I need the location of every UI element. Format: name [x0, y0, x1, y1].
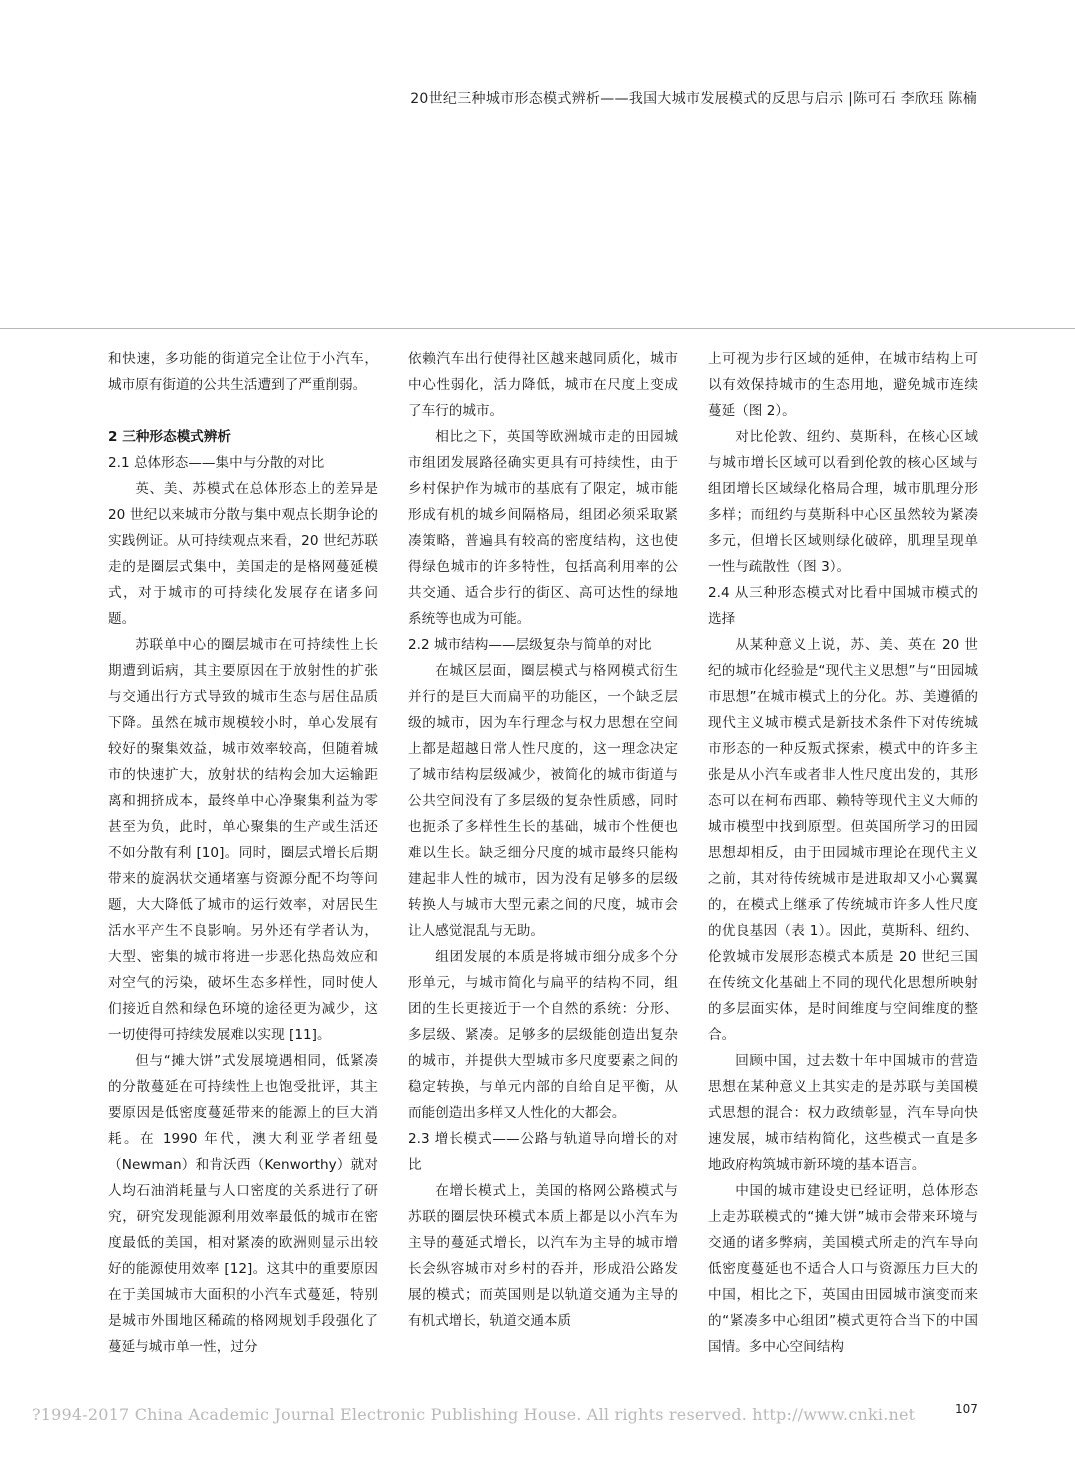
body-paragraph: 从某种意义上说，苏、美、英在 20 世纪的城市化经验是“现代主义思想”与“田园城市思想”在城市模式上的分化。苏、美遵循的现代主义城市模式是新技术条件下对传统城市形态的一种反叛式探索，模式中的许多主张是从小汽车或者非人性尺度出发的，其形态可以在柯布西耶、赖特等现代主义大师的城市模型中找到原型。但英国所学习的田园思想却相反，由于田园城市理论在现代主义之前，其对待传统城市是进取却又小心翼翼的，在模式上继承了传统城市许多人性尺度的优良基因（表 1）。因此，莫斯科、纽约、伦敦城市发展形态模式本质是 20 世纪三国在传统文化基础上不同的现代化思想所映射的多层面实体，是时间维度与空间维度的整合。 [708, 637, 978, 1043]
subsection-heading: 2.4 从三种形态模式对比看中国城市模式的选择 [708, 585, 978, 627]
text-column-1 [108, 346, 378, 1360]
body-paragraph: 中国的城市建设史已经证明，总体形态上走苏联模式的“摊大饼”城市会带来环境与交通的诸多弊病，美国模式所走的汽车导向低密度蔓延也不适合人口与资源压力巨大的中国，相比之下，英国由田园城市演变而来的“紧凑多中心组团”模式更符合当下的中国国情。多中心空间结构 [708, 1183, 978, 1355]
section-heading: 2 三种形态模式辨析 [108, 429, 231, 445]
running-header: 20世纪三种城市形态模式辨析——我国大城市发展模式的反思与启示 |陈可石 李欣珏 陈楠 [410, 91, 977, 107]
body-paragraph: 和快速，多功能的街道完全让位于小汽车，城市原有街道的公共生活遭到了严重削弱。 [108, 351, 378, 393]
copyright-watermark: ?1994-2017 China Academic Journal Electronic Publishing House. All rights reserved. http://www.cnki.net [32, 1405, 916, 1424]
text-column-2 [408, 346, 678, 1334]
body-paragraph: 但与“摊大饼”式发展境遇相同，低紧凑的分散蔓延在可持续性上也饱受批评，其主要原因是低密度蔓延带来的能源上的巨大消耗。在 1990 年代，澳大利亚学者纽曼（Newman）和肯沃西（Kenworthy）就对人均石油消耗量与人口密度的关系进行了研究，研究发现能源利用效率最低的城市在密度最低的美国，相对紧凑的欧洲则显示出较好的能源使用效率 [12]。这其中的重要原因在于美国城市大面积的小汽车式蔓延，特别是城市外围地区稀疏的格网规划手段强化了蔓延与城市单一性，过分 [108, 1053, 378, 1355]
body-paragraph: 组团发展的本质是将城市细分成多个分形单元，与城市简化与扁平的结构不同，组团的生长更接近于一个自然的系统：分形、多层级、紧凑。足够多的层级能创造出复杂的城市，并提供大型城市多尺度要素之间的稳定转换，与单元内部的自给自足平衡，从而能创造出多样又人性化的大都会。 [408, 949, 678, 1121]
body-paragraph: 回顾中国，过去数十年中国城市的营造思想在某种意义上其实走的是苏联与美国模式思想的混合：权力政绩彰显，汽车导向快速发展，城市结构简化，这些模式一直是多地政府构筑城市新环境的基本语言。 [708, 1053, 978, 1173]
header-divider [0, 328, 1075, 329]
page-number: 107 [955, 1402, 978, 1416]
body-paragraph: 英、美、苏模式在总体形态上的差异是 20 世纪以来城市分散与集中观点长期争论的实践例证。从可持续观点来看，20 世纪苏联走的是圈层式集中，美国走的是格网蔓延模式，对于城市的可持续化发展存在诸多问题。 [108, 481, 378, 627]
body-paragraph: 依赖汽车出行使得社区越来越同质化，城市中心性弱化，活力降低，城市在尺度上变成了车行的城市。 [408, 351, 678, 419]
subsection-heading: 2.1 总体形态——集中与分散的对比 [108, 455, 325, 471]
body-paragraph: 相比之下，英国等欧洲城市走的田园城市组团发展路径确实更具有可持续性，由于乡村保护作为城市的基底有了限定，城市能形成有机的城乡间隔格局，组团必须采取紧凑策略，普遍具有较高的密度结构，这也使得绿色城市的许多特性，包括高利用率的公共交通、适合步行的街区、高可达性的绿地系统等也成为可能。 [408, 429, 678, 627]
body-paragraph: 苏联单中心的圈层城市在可持续性上长期遭到诟病，其主要原因在于放射性的扩张与交通出行方式导致的城市生态与居住品质下降。虽然在城市规模较小时，单心发展有较好的聚集效益，城市效率较高，但随着城市的快速扩大，放射状的结构会加大运输距离和拥挤成本，最终单中心净聚集利益为零甚至为负，此时，单心聚集的生产或生活还不如分散有利 [10]。同时，圈层式增长后期带来的旋涡状交通堵塞与资源分配不均等问题，大大降低了城市的运行效率，对居民生活水平产生不良影响。另外还有学者认为，大型、密集的城市将进一步恶化热岛效应和对空气的污染，破坏生态多样性，同时使人们接近自然和绿色环境的途径更为减少，这一切使得可持续发展难以实现 [11]。 [108, 637, 378, 1043]
body-paragraph: 在增长模式上，美国的格网公路模式与苏联的圈层快环模式本质上都是以小汽车为主导的蔓延式增长，以汽车为主导的城市增长会纵容城市对乡村的吞并，形成沿公路发展的模式；而英国则是以轨道交通为主导的有机式增长，轨道交通本质 [408, 1183, 678, 1329]
paragraph-gap [108, 398, 378, 424]
subsection-heading: 2.3 增长模式——公路与轨道导向增长的对比 [408, 1131, 678, 1173]
subsection-heading: 2.2 城市结构——层级复杂与简单的对比 [408, 637, 652, 653]
body-paragraph: 对比伦敦、纽约、莫斯科，在核心区域与城市增长区域可以看到伦敦的核心区域与组团增长区域绿化格局合理，城市肌理分形多样；而纽约与莫斯科中心区虽然较为紧凑多元，但增长区域则绿化破碎，肌理呈现单一性与疏散性（图 3）。 [708, 429, 978, 575]
body-paragraph: 上可视为步行区域的延伸，在城市结构上可以有效保持城市的生态用地，避免城市连续蔓延（图 2）。 [708, 351, 978, 419]
body-paragraph: 在城区层面，圈层模式与格网模式衍生并行的是巨大而扁平的功能区，一个缺乏层级的城市，因为车行理念与权力思想在空间上都是超越日常人性尺度的，这一理念决定了城市结构层级减少，被简化的城市街道与公共空间没有了多层级的复杂性质感，同时也扼杀了多样性生长的基础，城市个性便也难以生长。缺乏细分尺度的城市最终只能构建起非人性的城市，因为没有足够多的层级转换人与城市大型元素之间的尺度，城市会让人感觉混乱与无助。 [408, 663, 678, 939]
text-column-3 [708, 346, 978, 1360]
